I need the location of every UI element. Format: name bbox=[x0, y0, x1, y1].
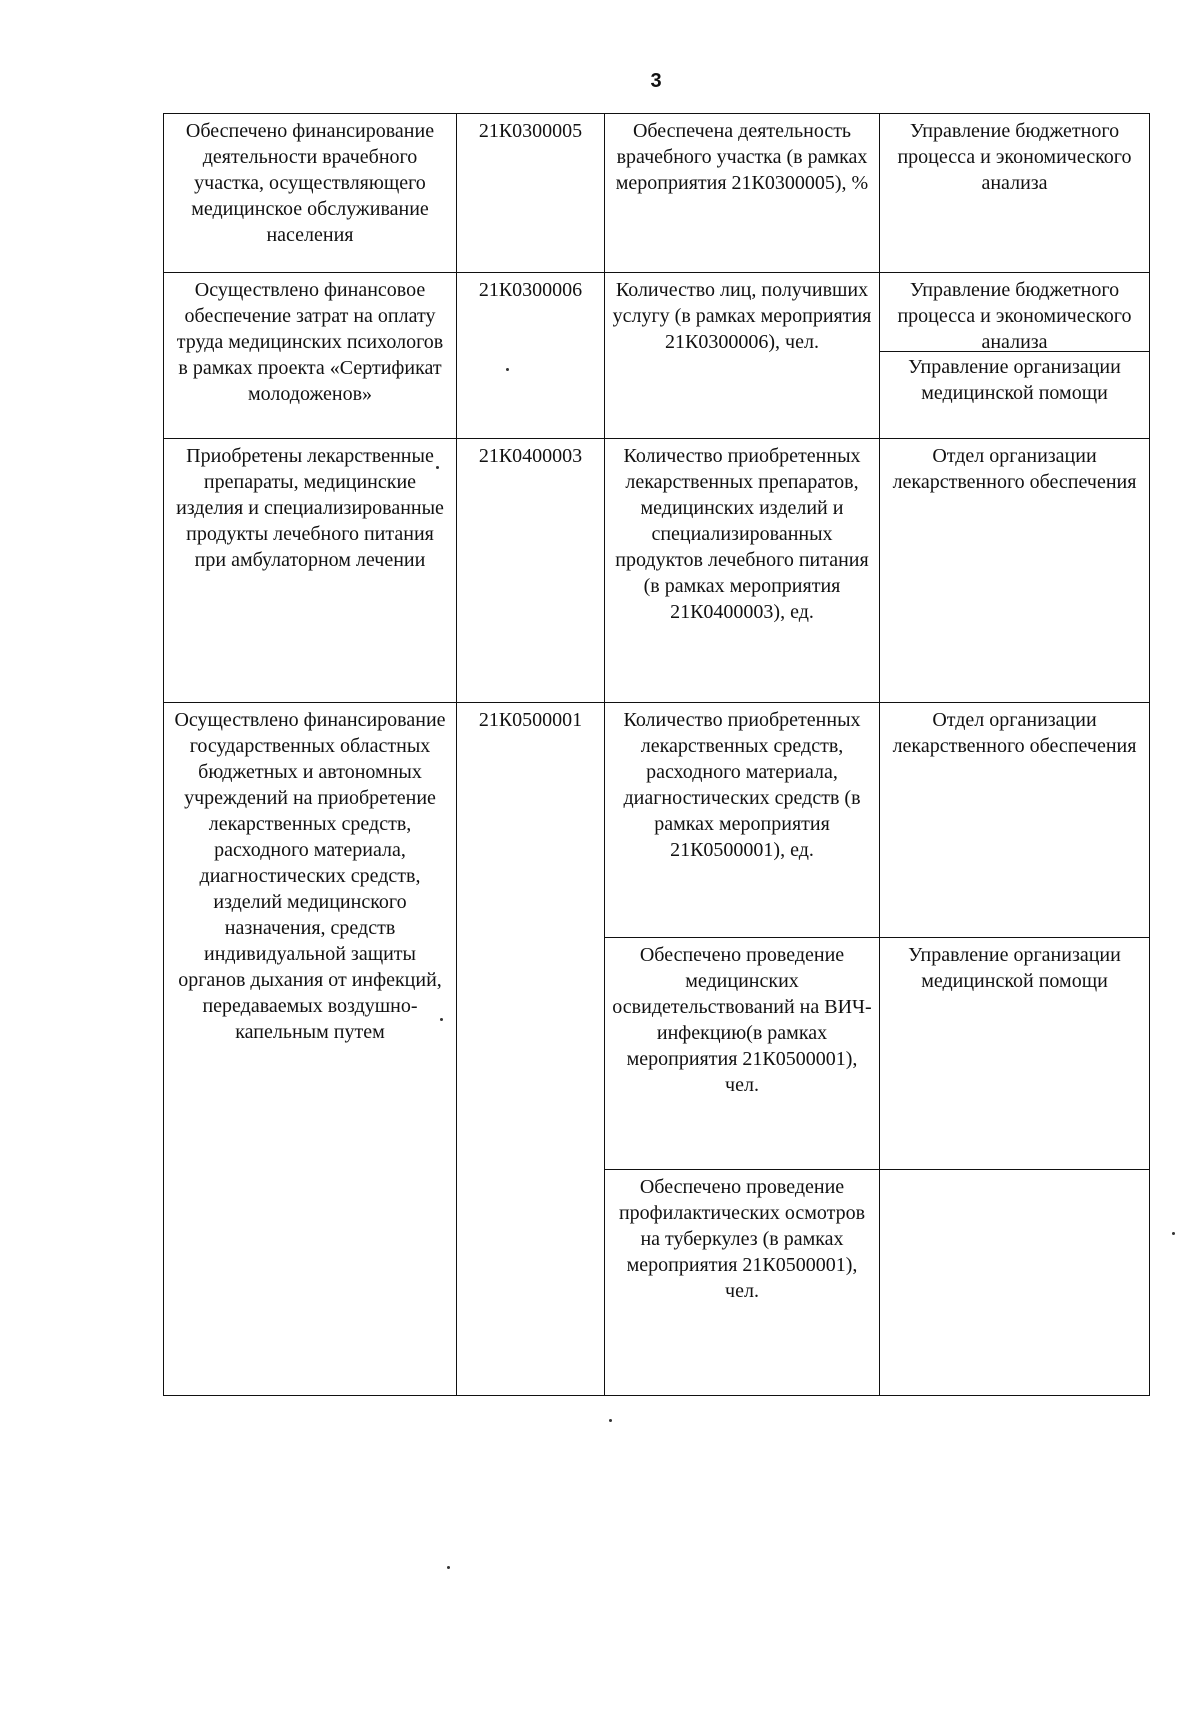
scan-speck bbox=[440, 1018, 443, 1021]
responsible-cell: Отдел организации лекарственного обеспечения bbox=[880, 439, 1150, 703]
indicator-cell: Количество приобретенных лекарственных препаратов, медицинских изделий и специализированных продуктов лечебного питания (в рамках мероприятия 21К0400003), ед. bbox=[605, 439, 880, 703]
indicator-cell: Количество приобретенных лекарственных средств, расходного материала, диагностических средств (в рамках мероприятия 21К0500001), ед. bbox=[605, 703, 880, 938]
responsible-cell bbox=[880, 1170, 1150, 1396]
code-cell: 21К0400003 bbox=[457, 439, 605, 703]
scan-speck bbox=[506, 368, 509, 371]
result-cell: Приобретены лекарственные препараты, медицинские изделия и специализированные продукты лечебного питания при амбулаторном лечении bbox=[164, 439, 457, 703]
code-cell: 21К0300006 bbox=[457, 273, 605, 439]
scan-speck bbox=[609, 1419, 612, 1422]
responsible-cell: Управление организации медицинской помощи bbox=[880, 938, 1150, 1170]
scan-speck bbox=[1172, 1232, 1175, 1235]
table-row bbox=[164, 439, 1150, 703]
events-table bbox=[163, 113, 1150, 1396]
indicator-cell: Обеспечено проведение профилактических осмотров на туберкулез (в рамках мероприятия 21К0500001), чел. bbox=[605, 1170, 880, 1396]
code-cell: 21К0300005 bbox=[457, 114, 605, 273]
indicator-cell: Обеспечено проведение медицинских освидетельствований на ВИЧ-инфекцию(в рамках мероприятия 21К0500001), чел. bbox=[605, 938, 880, 1170]
scan-speck bbox=[436, 466, 439, 469]
code-cell: 21К0500001 bbox=[457, 703, 605, 1396]
responsible-cell bbox=[880, 273, 1150, 439]
responsible-entry: Управление бюджетного процесса и экономического анализа bbox=[880, 273, 1149, 352]
result-cell: Обеспечено финансирование деятельности врачебного участка, осуществляющего медицинское обслуживание населения bbox=[164, 114, 457, 273]
indicator-cell: Количество лиц, получивших услугу (в рамках мероприятия 21К0300006), чел. bbox=[605, 273, 880, 439]
scan-speck bbox=[447, 1566, 450, 1569]
responsible-cell: Управление бюджетного процесса и экономического анализа bbox=[880, 114, 1150, 273]
indicator-cell: Обеспечена деятельность врачебного участка (в рамках мероприятия 21К0300005), % bbox=[605, 114, 880, 273]
result-cell: Осуществлено финансовое обеспечение затрат на оплату труда медицинских психологов в рамках проекта «Сертификат молодоженов» bbox=[164, 273, 457, 439]
responsible-entry: Управление организации медицинской помощи bbox=[908, 356, 1121, 404]
table-row bbox=[164, 114, 1150, 273]
table-row bbox=[164, 273, 1150, 439]
table-row bbox=[164, 703, 1150, 938]
responsible-cell: Отдел организации лекарственного обеспечения bbox=[880, 703, 1150, 938]
result-cell: Осуществлено финансирование государственных областных бюджетных и автономных учреждений на приобретение лекарственных средств, расходного материала, диагностических средств, изделий медицинского назначения, средств индивидуальной защиты органов дыхания от инфекций, передаваемых воздушно-капельным путем bbox=[164, 703, 457, 1396]
page-number: 3 bbox=[650, 70, 662, 92]
